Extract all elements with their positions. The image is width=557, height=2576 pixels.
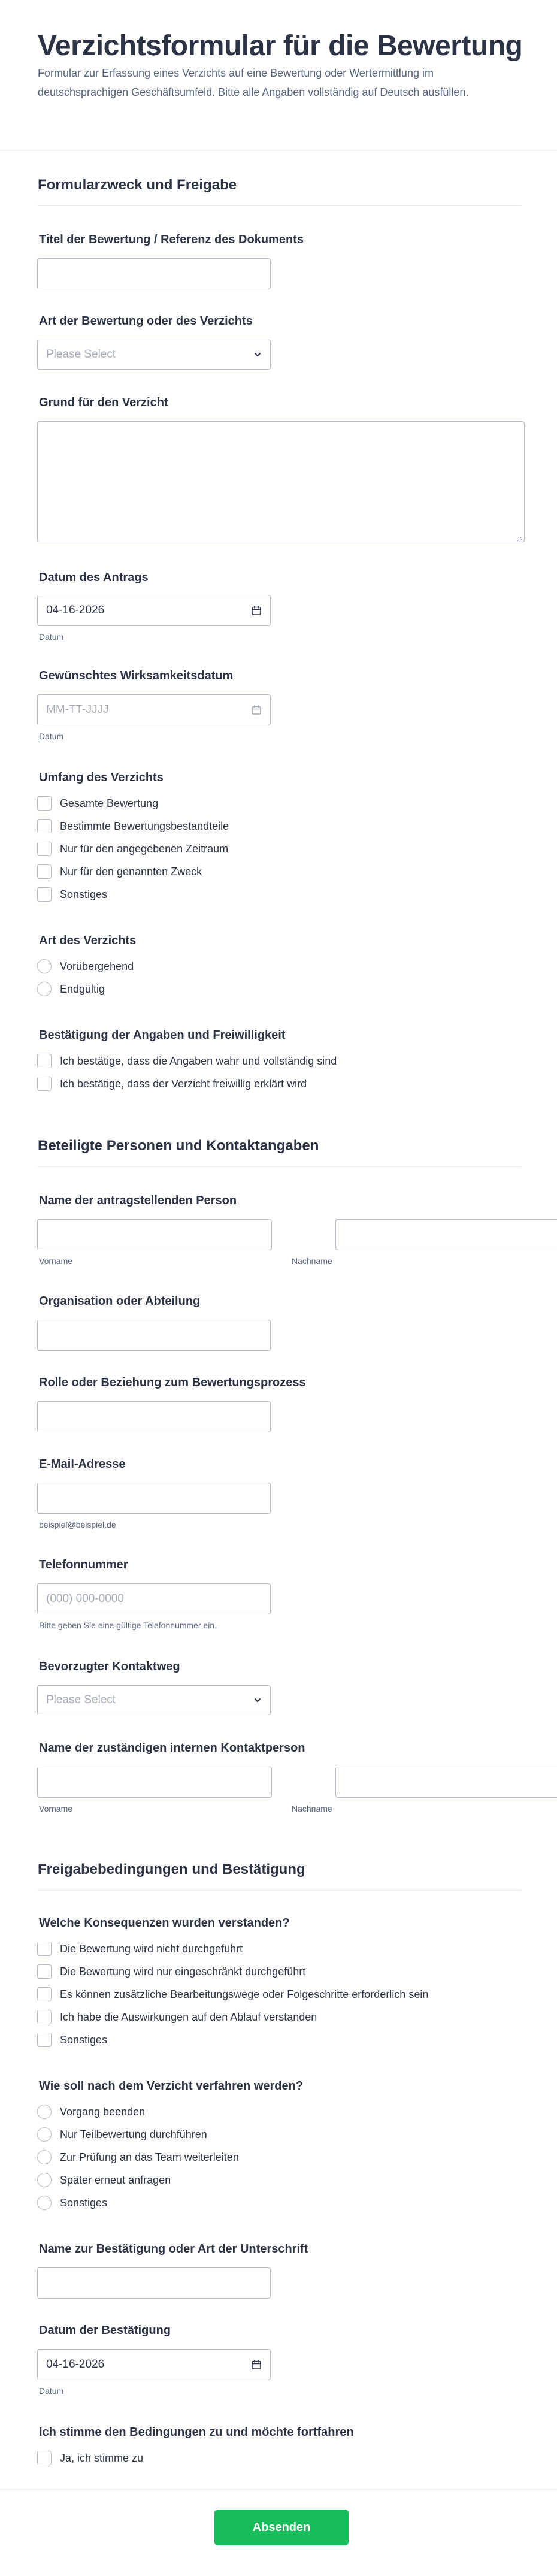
phone-label: Telefonnummer bbox=[39, 1558, 128, 1571]
confirm-label: Bestätigung der Angaben und Freiwilligkeit bbox=[39, 1029, 286, 1042]
checkbox[interactable] bbox=[37, 1987, 52, 2001]
consequences-label: Welche Konsequenzen wurden verstanden? bbox=[39, 1916, 290, 1930]
scope-label: Umfang des Verzichts bbox=[39, 771, 164, 784]
chevron-down-icon bbox=[253, 1696, 262, 1704]
section-divider bbox=[38, 1166, 522, 1167]
checkbox[interactable] bbox=[37, 2451, 52, 2465]
internal-first-name-input[interactable] bbox=[37, 1767, 272, 1798]
resize-handle-icon[interactable] bbox=[516, 534, 522, 540]
kind-label: Art des Verzichts bbox=[39, 934, 137, 947]
name-label: Name der antragstellenden Person bbox=[39, 1194, 237, 1207]
type-select-placeholder: Please Select bbox=[46, 348, 116, 361]
next-steps-label: Wie soll nach dem Verzicht verfahren werden? bbox=[39, 2079, 304, 2093]
consequence-option[interactable]: Die Bewertung wird nur eingeschränkt durchgeführt bbox=[37, 1964, 305, 1979]
request-date-label: Datum des Antrags bbox=[39, 571, 149, 584]
contact-select[interactable] bbox=[37, 1685, 271, 1715]
checkbox[interactable] bbox=[37, 1054, 52, 1068]
email-label: E-Mail-Adresse bbox=[39, 1458, 126, 1471]
signature-input[interactable] bbox=[37, 2267, 271, 2299]
section-title-conditions: Freigabebedingungen und Bestätigung bbox=[38, 1861, 305, 1877]
kind-option[interactable]: Endgültig bbox=[37, 982, 105, 996]
org-label: Organisation oder Abteilung bbox=[39, 1295, 201, 1308]
consequence-option[interactable]: Ich habe die Auswirkungen auf den Ablauf verstanden bbox=[37, 2010, 317, 2024]
radio[interactable] bbox=[37, 982, 52, 996]
confirm-date-sublabel: Datum bbox=[39, 2386, 64, 2396]
first-name-sublabel: Vorname bbox=[39, 1256, 73, 1266]
last-name-input[interactable] bbox=[335, 1219, 557, 1250]
effective-date-sublabel: Datum bbox=[39, 731, 64, 741]
section-title-contacts: Beteiligte Personen und Kontaktangaben bbox=[38, 1138, 319, 1154]
reason-label: Grund für den Verzicht bbox=[39, 396, 168, 409]
scope-option[interactable]: Gesamte Bewertung bbox=[37, 796, 158, 811]
radio[interactable] bbox=[37, 2173, 52, 2187]
type-label: Art der Bewertung oder des Verzichts bbox=[39, 315, 253, 328]
confirm-option[interactable]: Ich bestätige, dass der Verzicht freiwillig erklärt wird bbox=[37, 1077, 307, 1091]
email-input[interactable] bbox=[37, 1483, 271, 1514]
radio[interactable] bbox=[37, 2196, 52, 2210]
agree-option[interactable]: Ja, ich stimme zu bbox=[37, 2451, 143, 2465]
confirm-date-input[interactable] bbox=[37, 2349, 271, 2380]
contact-label: Bevorzugter Kontaktweg bbox=[39, 1660, 180, 1673]
request-date-value: 04-16-2026 bbox=[46, 604, 105, 616]
kind-option[interactable]: Vorübergehend bbox=[37, 959, 134, 973]
calendar-icon[interactable] bbox=[251, 605, 262, 616]
internal-last-sublabel: Nachname bbox=[292, 1804, 332, 1813]
role-label: Rolle oder Beziehung zum Bewertungsprozess bbox=[39, 1376, 306, 1389]
next-step-option[interactable]: Vorgang beenden bbox=[37, 2105, 145, 2119]
request-date-sublabel: Datum bbox=[39, 632, 64, 642]
chevron-down-icon bbox=[253, 350, 262, 359]
next-step-option[interactable]: Nur Teilbewertung durchführen bbox=[37, 2127, 207, 2142]
phone-sublabel: Bitte geben Sie eine gültige Telefonnummer ein. bbox=[39, 1620, 217, 1630]
radio[interactable] bbox=[37, 2150, 52, 2164]
last-name-sublabel: Nachname bbox=[292, 1256, 332, 1266]
type-select[interactable] bbox=[37, 340, 271, 370]
confirm-date-value: 04-16-2026 bbox=[46, 2358, 105, 2371]
section-divider bbox=[38, 205, 522, 206]
consequence-option[interactable]: Sonstiges bbox=[37, 2033, 107, 2047]
phone-input[interactable] bbox=[37, 1583, 271, 1614]
first-name-input[interactable] bbox=[37, 1219, 272, 1250]
checkbox[interactable] bbox=[37, 887, 52, 902]
radio[interactable] bbox=[37, 959, 52, 973]
calendar-icon[interactable] bbox=[251, 705, 262, 715]
checkbox[interactable] bbox=[37, 1942, 52, 1956]
scope-option[interactable]: Bestimmte Bewertungsbestandteile bbox=[37, 819, 229, 833]
org-input[interactable] bbox=[37, 1320, 271, 1351]
checkbox[interactable] bbox=[37, 2010, 52, 2024]
checkbox[interactable] bbox=[37, 842, 52, 856]
radio[interactable] bbox=[37, 2105, 52, 2119]
next-step-option[interactable]: Später erneut anfragen bbox=[37, 2173, 171, 2187]
reason-textarea[interactable] bbox=[37, 421, 525, 542]
confirm-option[interactable]: Ich bestätige, dass die Angaben wahr und vollständig sind bbox=[37, 1054, 337, 1068]
request-date-input[interactable] bbox=[37, 595, 271, 626]
next-step-option[interactable]: Sonstiges bbox=[37, 2196, 107, 2210]
checkbox[interactable] bbox=[37, 2033, 52, 2047]
checkbox[interactable] bbox=[37, 864, 52, 879]
next-step-option[interactable]: Zur Prüfung an das Team weiterleiten bbox=[37, 2150, 239, 2164]
consequence-option[interactable]: Es können zusätzliche Bearbeitungswege oder Folgeschritte erforderlich sein bbox=[37, 1987, 428, 2001]
consequence-option[interactable]: Die Bewertung wird nicht durchgeführt bbox=[37, 1942, 243, 1956]
form-description: Formular zur Erfassung eines Verzichts auf eine Bewertung oder Wertermittlung im deutschsprachigen Geschäftsumfeld. Bitte alle Angaben vollständig auf Deutsch ausfüllen. bbox=[38, 67, 469, 98]
internal-last-name-input[interactable] bbox=[335, 1767, 557, 1798]
role-input[interactable] bbox=[37, 1401, 271, 1432]
signature-label: Name zur Bestätigung oder Art der Unterschrift bbox=[39, 2242, 308, 2255]
checkbox[interactable] bbox=[37, 819, 52, 833]
section-title-purpose: Formularzweck und Freigabe bbox=[38, 177, 237, 193]
scope-option[interactable]: Sonstiges bbox=[37, 887, 107, 902]
calendar-icon[interactable] bbox=[251, 2359, 262, 2370]
submit-button[interactable]: Absenden bbox=[214, 2510, 349, 2545]
checkbox[interactable] bbox=[37, 796, 52, 811]
radio[interactable] bbox=[37, 2127, 52, 2142]
internal-contact-label: Name der zuständigen internen Kontaktperson bbox=[39, 1741, 305, 1755]
effective-date-label: Gewünschtes Wirksamkeitsdatum bbox=[39, 669, 234, 682]
phone-placeholder: (000) 000-0000 bbox=[46, 1592, 124, 1605]
checkbox[interactable] bbox=[37, 1077, 52, 1091]
doc-title-label: Titel der Bewertung / Referenz des Dokuments bbox=[39, 233, 304, 246]
agree-label: Ich stimme den Bedingungen zu und möchte fortfahren bbox=[39, 2426, 354, 2439]
confirm-date-label: Datum der Bestätigung bbox=[39, 2324, 171, 2337]
scope-option[interactable]: Nur für den genannten Zweck bbox=[37, 864, 202, 879]
internal-first-sublabel: Vorname bbox=[39, 1804, 73, 1813]
scope-option[interactable]: Nur für den angegebenen Zeitraum bbox=[37, 842, 228, 856]
section-divider bbox=[38, 1890, 522, 1891]
effective-date-placeholder: MM-TT-JJJJ bbox=[46, 703, 109, 716]
doc-title-input[interactable] bbox=[37, 258, 271, 289]
email-sublabel: beispiel@beispiel.de bbox=[39, 1520, 116, 1529]
effective-date-input[interactable] bbox=[37, 694, 271, 725]
page-title: Verzichtsformular für die Bewertung bbox=[38, 30, 523, 62]
contact-select-placeholder: Please Select bbox=[46, 1694, 116, 1706]
checkbox[interactable] bbox=[37, 1964, 52, 1979]
